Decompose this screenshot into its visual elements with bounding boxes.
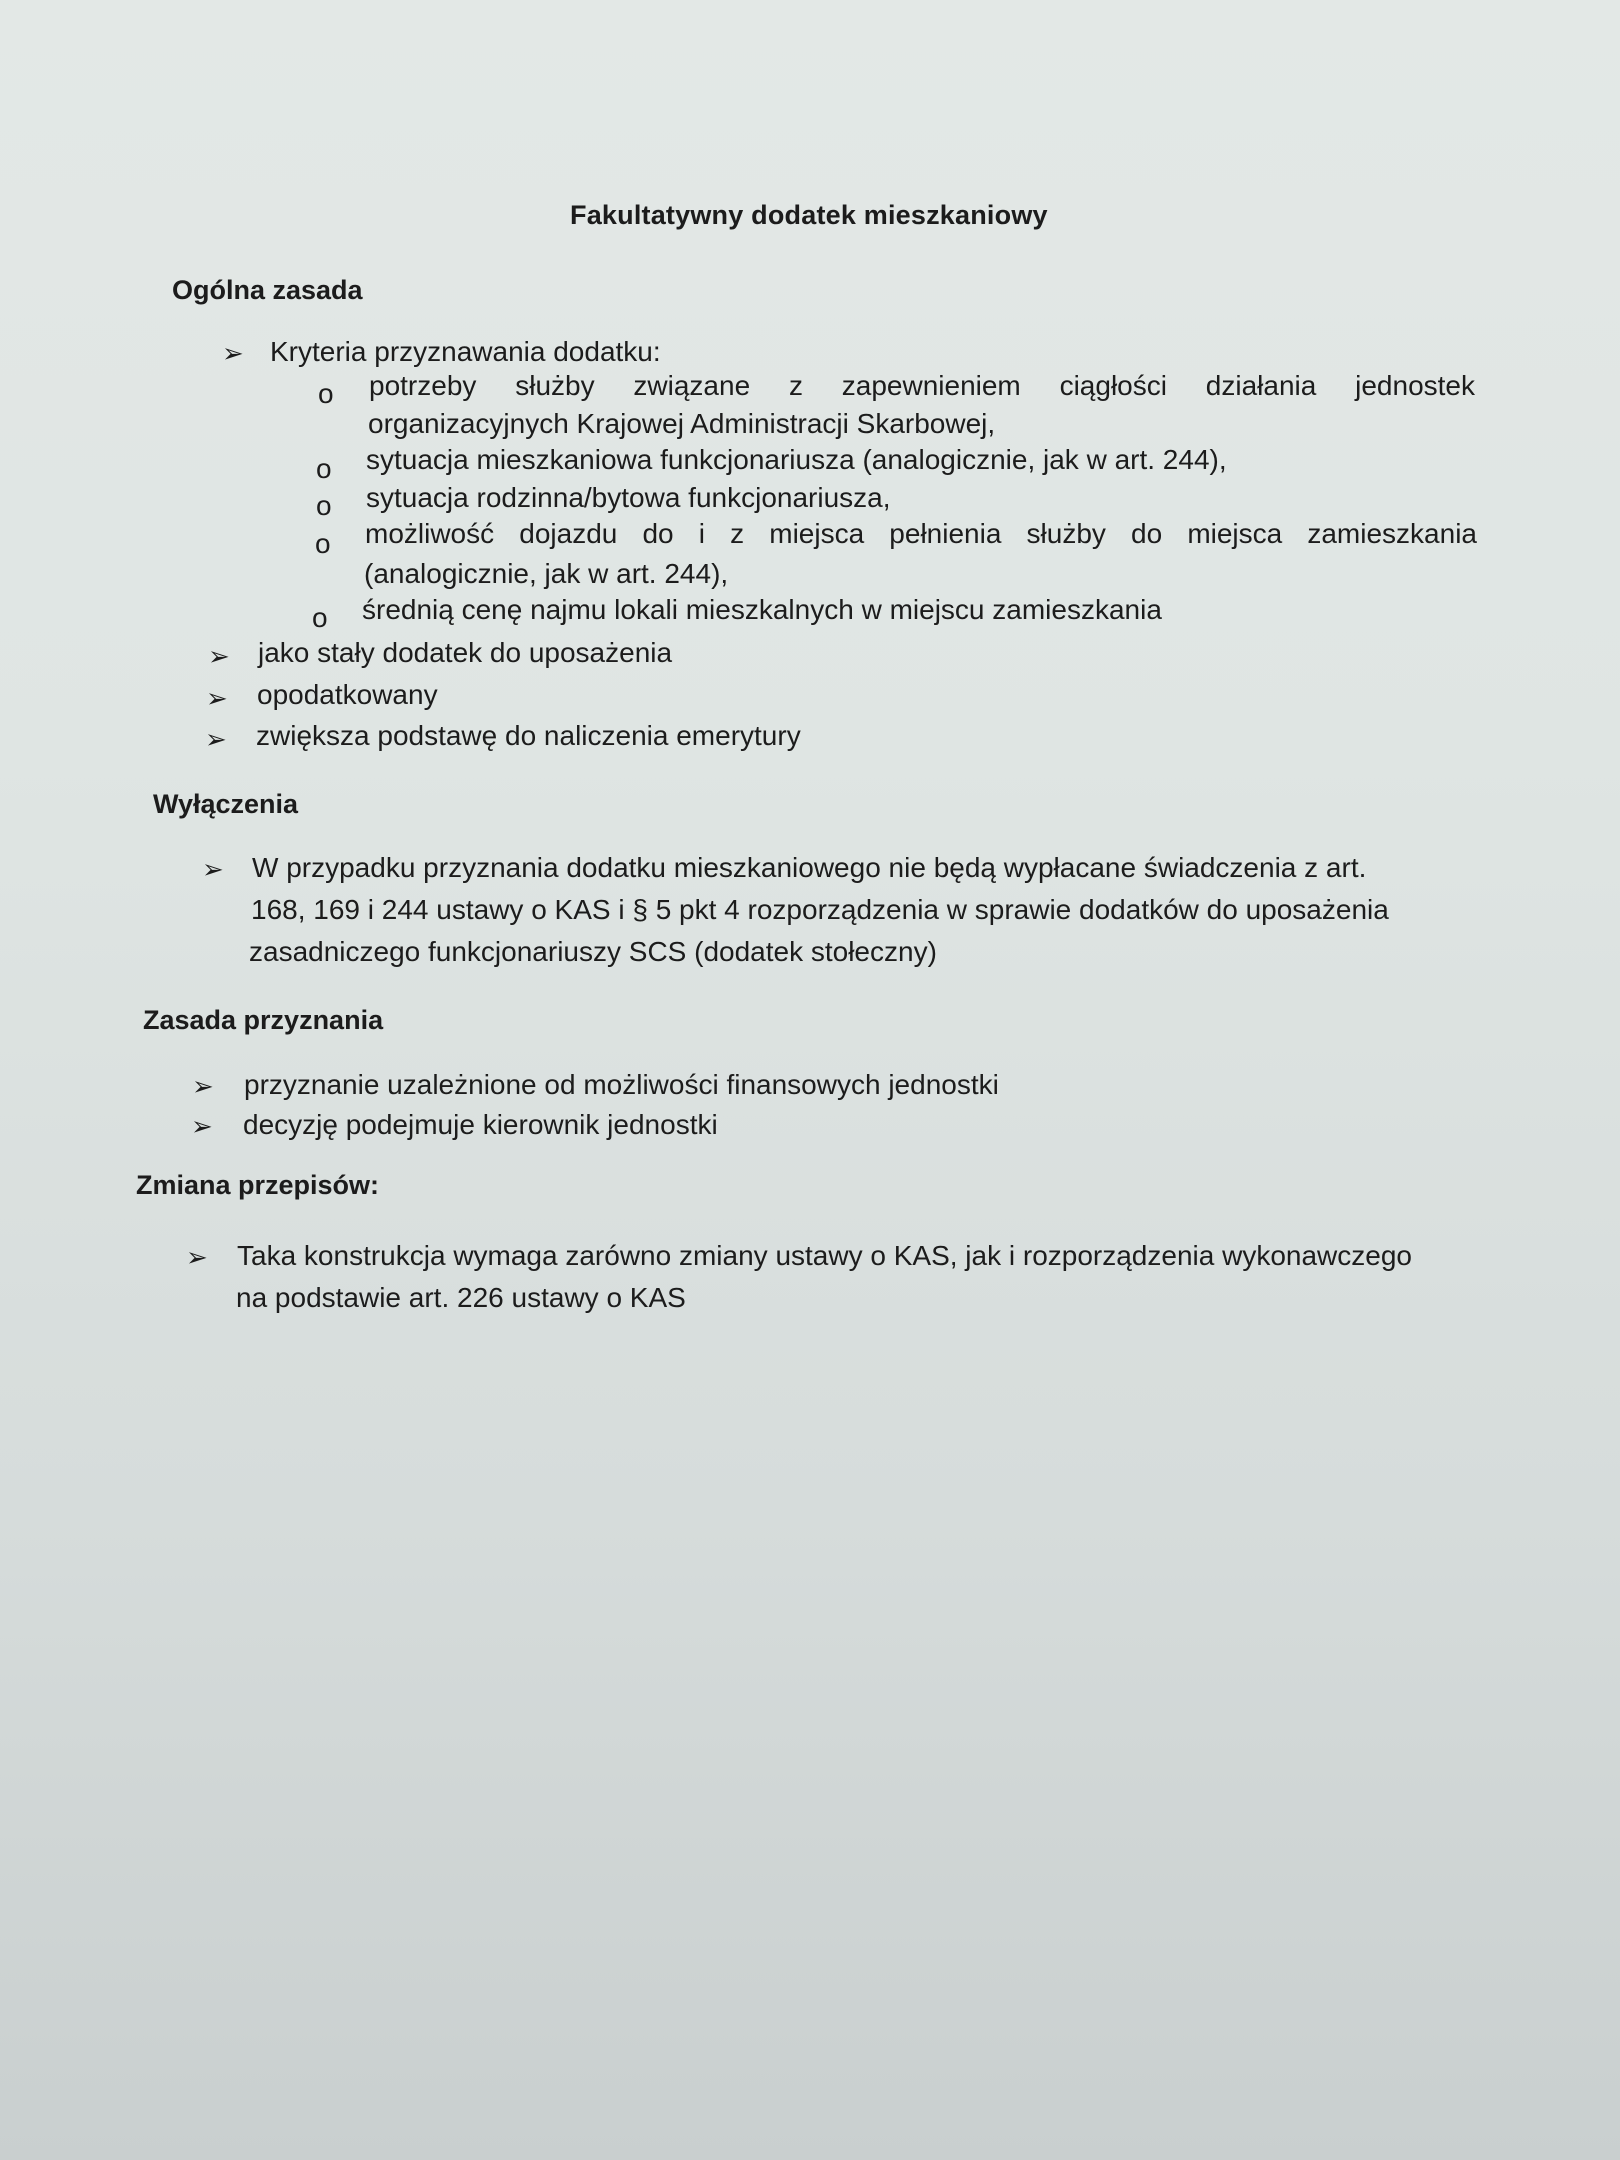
arrow-bullet-icon: ➢ (191, 1111, 213, 1141)
change-line-1: Taka konstrukcja wymaga zarówno zmiany ustawy o KAS, jak i rozporządzenia wykonawczego (237, 1240, 1412, 1271)
arrow-bullet-icon: ➢ (186, 1242, 208, 1272)
document-title: Fakultatywny dodatek mieszkaniowy (570, 200, 1048, 230)
arrow-bullet-icon: ➢ (206, 683, 228, 713)
criterion-2: sytuacja mieszkaniowa funkcjonariusza (analogicznie, jak w art. 244), (366, 444, 1227, 475)
circle-bullet-icon: o (315, 528, 331, 559)
general-item-1: jako stały dodatek do uposażenia (258, 637, 673, 668)
criterion-5: średnią cenę najmu lokali mieszkalnych w miejscu zamieszkania (362, 594, 1162, 625)
section-heading-granting: Zasada przyznania (143, 1005, 384, 1035)
arrow-bullet-icon: ➢ (202, 854, 224, 884)
word: zapewnieniem (841, 370, 1021, 401)
exclusion-line-3: zasadniczego funkcjonariuszy SCS (dodatek stołeczny) (249, 936, 937, 967)
criterion-1-line-1 (369, 370, 1475, 402)
general-item-3: zwiększa podstawę do naliczenia emerytury (256, 720, 801, 751)
word: i (698, 518, 705, 549)
change-line-2: na podstawie art. 226 ustawy o KAS (236, 1282, 686, 1313)
word: miejsca (769, 518, 865, 549)
general-item-2: opodatkowany (257, 679, 438, 710)
arrow-bullet-icon: ➢ (222, 338, 244, 368)
section-heading-general: Ogólna zasada (172, 275, 363, 305)
word: jednostek (1355, 370, 1475, 401)
circle-bullet-icon: o (312, 602, 328, 633)
word: zamieszkania (1307, 518, 1477, 549)
word: związane (633, 370, 751, 401)
word: do (642, 518, 674, 549)
arrow-bullet-icon: ➢ (205, 724, 227, 754)
word: do (1131, 518, 1163, 549)
granting-item-1: przyznanie uzależnione od możliwości finansowych jednostki (244, 1069, 999, 1100)
section-heading-regulation-change: Zmiana przepisów: (136, 1170, 380, 1200)
arrow-bullet-icon: ➢ (208, 641, 230, 671)
exclusion-line-1: W przypadku przyznania dodatku mieszkaniowego nie będą wypłacane świadczenia z art. (252, 852, 1367, 883)
word: działania (1205, 370, 1317, 401)
word: z (730, 518, 745, 549)
word: dojazdu (519, 518, 618, 549)
criterion-1-line-2: organizacyjnych Krajowej Administracji Skarbowej, (368, 408, 996, 439)
criteria-label: Kryteria przyznawania dodatku: (270, 336, 661, 367)
word: ciągłości (1059, 370, 1167, 401)
word: pełnienia (889, 518, 1002, 549)
section-heading-exclusions: Wyłączenia (153, 789, 299, 819)
criterion-3: sytuacja rodzinna/bytowa funkcjonariusza, (366, 482, 891, 513)
circle-bullet-icon: o (316, 453, 332, 484)
word: możliwość (365, 518, 495, 549)
word: potrzeby (369, 370, 477, 401)
exclusion-line-2: 168, 169 i 244 ustawy o KAS i § 5 pkt 4 rozporządzenia w sprawie dodatków do uposażenia (251, 894, 1389, 925)
circle-bullet-icon: o (316, 490, 332, 521)
granting-item-2: decyzję podejmuje kierownik jednostki (243, 1109, 718, 1140)
arrow-bullet-icon: ➢ (192, 1071, 214, 1101)
word: służby (1026, 518, 1106, 549)
word: z (788, 370, 803, 401)
circle-bullet-icon: o (318, 378, 334, 409)
word: służby (515, 370, 595, 401)
word: miejsca (1187, 518, 1283, 549)
criterion-4-line-2: (analogicznie, jak w art. 244), (364, 558, 729, 589)
criterion-4-line-1 (365, 518, 1477, 550)
